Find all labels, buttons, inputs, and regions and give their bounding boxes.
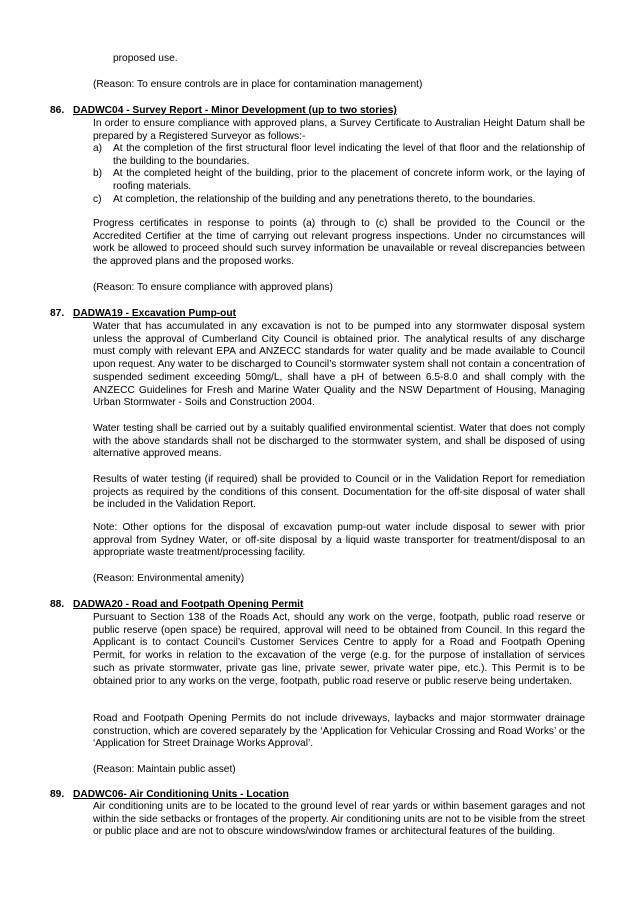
condition-heading-87	[50, 308, 590, 321]
condition-paragraph: Air conditioning units are to be located to the ground level of rear yards or within basement garages and not within the side setbacks or frontages of the property. Air conditioning units are not to be visible from the street or public place and are not to obscure windows/window frames or architectural features of the building.	[93, 801, 585, 838]
condition-title: DADWC04 - Survey Report - Minor Development (up to two stories)	[73, 105, 397, 116]
condition-paragraph: Water that has accumulated in any excavation is not to be pumped into any stormwater disposal system unless the approval of Cumberland City Council is obtained prior. The analytical results of any discharge must comply with relevant EPA and ANZECC standards for water quality and be made available to Council upon request. Any water to be discharged to Council’s stormwater system shall not contain a concentration of suspended sediment exceeding 50mg/L, shall have a pH of between 6.5-8.0 and shall comply with the ANZECC Guidelines for Fresh and Marine Water Quality and the NSW Department of Housing, Managing Urban Stormwater - Soils and Construction 2004.	[93, 321, 585, 409]
condition-number: 86.	[50, 105, 65, 116]
condition-paragraph: Water testing shall be carried out by a suitably qualified environmental scientist. Water that does not comply with the above standards shall not be discharged to the stormwater system, and shall be disposed of using alternative approved means.	[93, 423, 585, 460]
condition-paragraph: Progress certificates in response to points (a) through to (c) shall be provided to the Council or the Accredited Certifier at the time of carrying out relevant progress inspections. Under no circumstances will work be allowed to proceed should such survey information be unavailable or reveal discrepancies between the approved plans and the proposed works.	[93, 218, 585, 268]
survey-list	[93, 143, 585, 207]
list-item	[93, 168, 585, 193]
condition-heading-89	[50, 789, 590, 802]
list-item-text: At the completion of the first structural floor level indicating the level of that floor and the relationship of the building to the boundaries.	[113, 143, 585, 167]
condition-number: 87.	[50, 308, 65, 319]
reason-text: (Reason: Environmental amenity)	[93, 573, 245, 584]
condition-title: DADWC06- Air Conditioning Units - Location	[73, 789, 289, 800]
condition-heading-86	[50, 105, 590, 118]
continued-text: proposed use.	[113, 53, 178, 64]
condition-title: DADWA19 - Excavation Pump-out	[73, 308, 237, 319]
reason-text: (Reason: To ensure compliance with approved plans)	[93, 282, 333, 293]
condition-paragraph: Results of water testing (if required) shall be provided to Council or in the Validation Report for remediation projects as required by the conditions of this consent. Documentation for the off-site disposal of water shall be included in the Validation Report.	[93, 474, 585, 511]
list-item	[93, 194, 585, 207]
condition-heading-88	[50, 599, 590, 612]
list-item-text: At completion, the relationship of the building and any penetrations thereto, to the boundaries.	[113, 193, 536, 205]
list-item-text: At the completed height of the building, prior to the placement of concrete inform work, or the laying of roofing materials.	[113, 168, 585, 193]
condition-title: DADWA20 - Road and Footpath Opening Permit	[73, 599, 304, 610]
list-marker: c)	[93, 193, 102, 205]
list-item	[93, 143, 585, 168]
condition-paragraph: In order to ensure compliance with approved plans, a Survey Certificate to Australian Height Datum shall be prepared by a Registered Surveyor as follows:-	[93, 118, 585, 142]
reason-text: (Reason: Maintain public asset)	[93, 764, 236, 775]
list-marker: a)	[93, 143, 103, 154]
list-marker: b)	[93, 168, 103, 180]
reason-text: (Reason: To ensure controls are in place for contamination management)	[93, 79, 423, 90]
condition-number: 88.	[50, 599, 65, 610]
condition-paragraph: Road and Footpath Opening Permits do not include driveways, laybacks and major stormwater drainage construction, which are covered separately by the ‘Application for Vehicular Crossing and Road Works’ or the ‘Application for Street Drainage Works Approval’.	[93, 713, 585, 750]
note-paragraph: Note: Other options for the disposal of excavation pump-out water include disposal to sewer with prior approval from Sydney Water, or off-site disposal by a liquid waste transporter for treatment/disposal to an appropriate waste treatment/processing facility.	[93, 522, 585, 559]
condition-number: 89.	[50, 789, 65, 800]
condition-paragraph: Pursuant to Section 138 of the Roads Act, should any work on the verge, footpath, public road reserve or public reserve (open space) be required, approval will need to be obtained from Council. In this regard the Applicant is to contact Council’s Customer Services Centre to apply for a Road and Footpath Opening Permit, for works in relation to the excavation of the verge (e.g. for the purpose of installation of services such as private stormwater, private gas line, private sewer, private water pipe, etc.). This Permit is to be obtained prior to any works on the verge, footpath, public road reserve or public reserve being undertaken.	[93, 612, 585, 687]
